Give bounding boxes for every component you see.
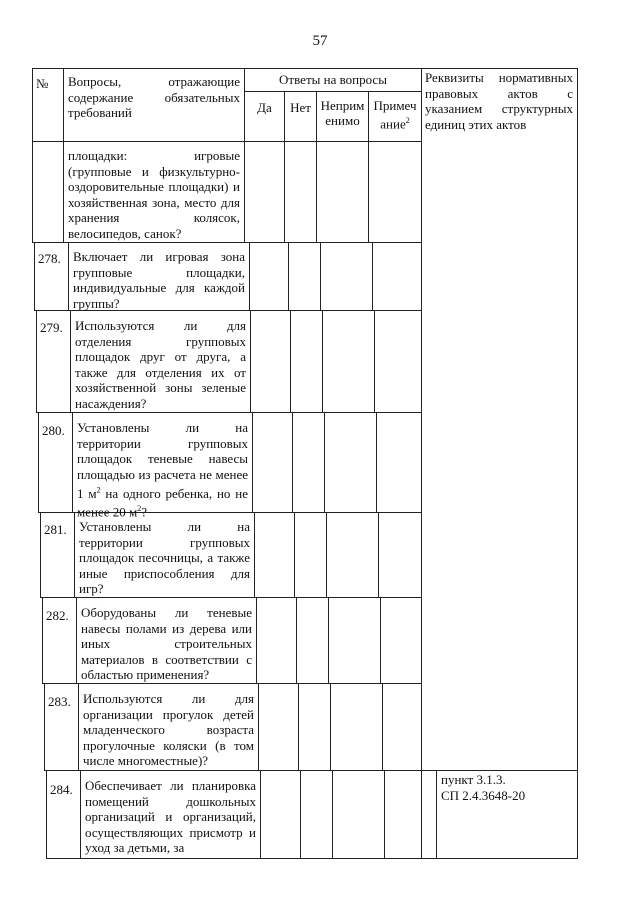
header-questions: Вопросы, отражающие содержание обязательных требований: [68, 74, 240, 121]
header-note: Примеч ание$^2$: [373, 98, 417, 132]
header-answers: Ответы на вопросы: [279, 72, 387, 87]
header-no: Нет: [290, 100, 311, 115]
header-number: №: [36, 76, 49, 91]
question-text: Обеспечивает ли планировка помещений дошкольных организаций и организаций, осуществляющих присмотр и уход за детьми, за: [85, 778, 256, 856]
header-requisites: Реквизиты нормативных правовых актов с указанием структурных единиц этих актов: [425, 70, 573, 132]
question-text: Используются ли для организации прогулок детей младенческого возраста прогулочные коляски (в том числе многоместные)?: [83, 691, 254, 769]
row-number: 280.: [42, 423, 65, 438]
legal-reference: пункт 3.1.3. СП 2.4.3648-20: [441, 772, 526, 803]
question-text: Установлены ли на территории групповых площадок песочницы, а также иные приспособления для игр?: [79, 519, 250, 597]
row-number: 279.: [40, 320, 63, 335]
question-text: Оборудованы ли теневые навесы полами из дерева или иных строительных материалов в соответствии с областью применения?: [81, 605, 252, 683]
question-text: площадки: игровые (групповые и физкультурно- оздоровительные площадки) и хозяйственная зона, место для хранения колясок, велосипедов, санок?: [68, 148, 240, 241]
row-number: 282.: [46, 608, 69, 623]
row-number: 284.: [50, 782, 73, 797]
page-number: 57: [312, 33, 328, 49]
question-text: Включает ли игровая зона групповые площадки, индивидуальные для каждой группы?: [73, 249, 245, 311]
row-number: 283.: [48, 694, 71, 709]
header-not-applicable: Неприм енимо: [320, 98, 365, 128]
question-text: Используются ли для отделения групповых площадок друг от друга, а также для отделения их от хозяйственной зоны зеленые насаждения?: [75, 318, 246, 411]
row-number: 281.: [44, 522, 67, 537]
header-yes: Да: [257, 100, 272, 115]
question-text: Установлены ли на территории групповых площадок теневые навесы площадью из расчета не менее 1 $м^2$ на одного ребенка, но не менее 20 $м^2$?: [77, 420, 248, 520]
row-number: 278.: [38, 251, 61, 266]
